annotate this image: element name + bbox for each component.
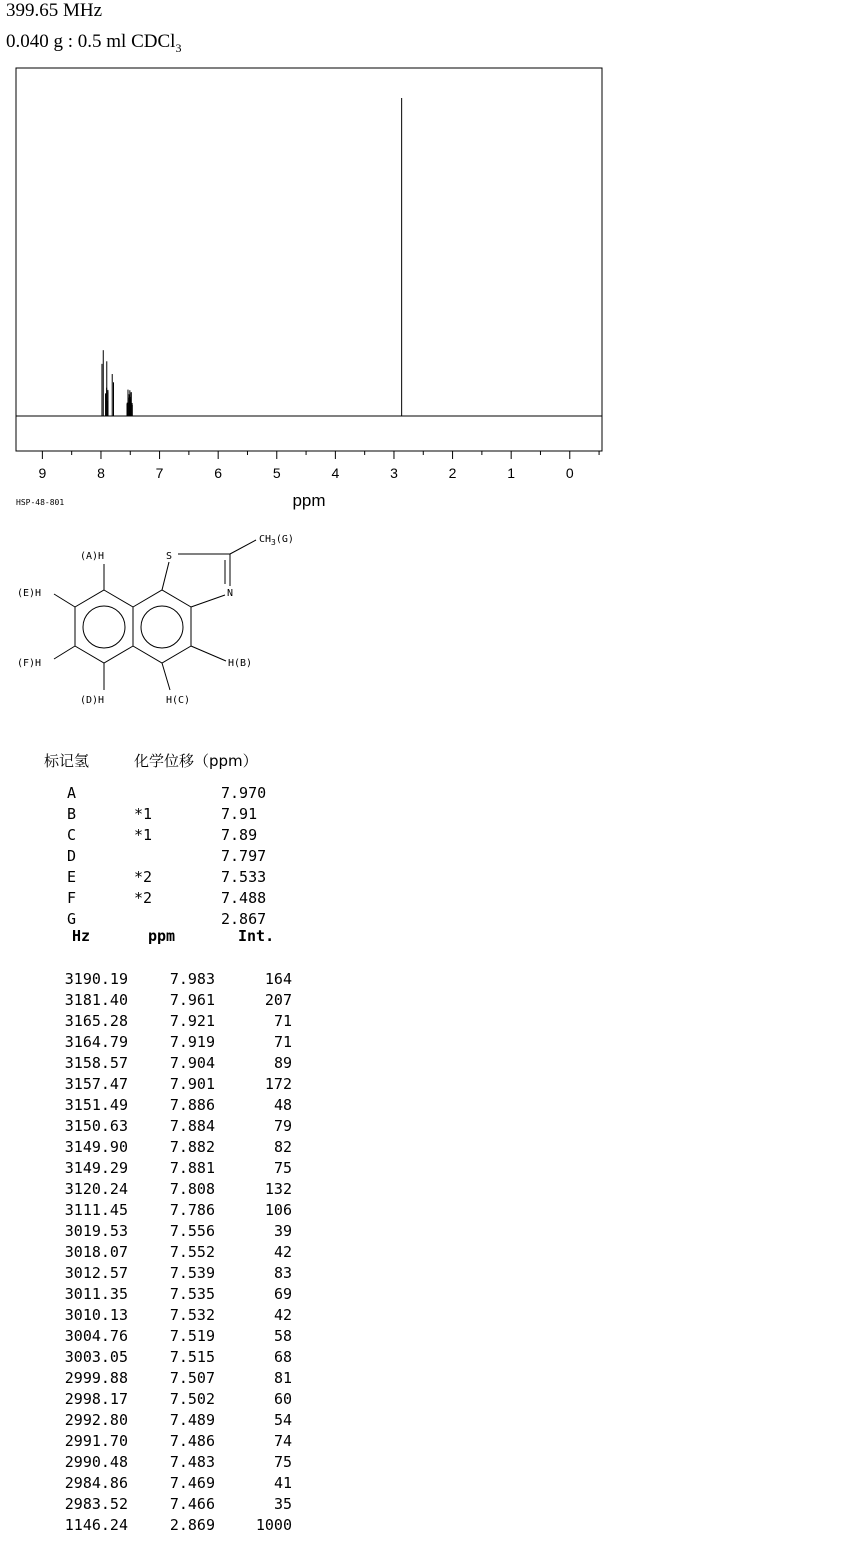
- peak-hz: 3120.24: [64, 1180, 128, 1198]
- peak-row: [0, 1263, 300, 1284]
- ring-left: [75, 590, 133, 663]
- peak-hz: 3010.13: [64, 1306, 128, 1324]
- x-tick-label: 9: [38, 465, 47, 481]
- peak-int: 207: [264, 991, 292, 1009]
- peak-int: 58: [273, 1327, 292, 1345]
- peak-hz: 2983.52: [64, 1495, 128, 1513]
- peak-int: 39: [273, 1222, 292, 1240]
- sample-text: 0.040 g : 0.5 ml CDCl: [6, 31, 176, 52]
- peak-row: [0, 990, 300, 1011]
- label-s: S: [166, 551, 173, 562]
- peak-row: [0, 1179, 300, 1200]
- peak-ppm: 7.483: [169, 1453, 215, 1471]
- peak-int: 75: [273, 1453, 292, 1471]
- peak-hz: 3151.49: [64, 1096, 128, 1114]
- assignment-header-shift: 化学位移（ppm）: [134, 752, 258, 770]
- peak-row: [0, 1305, 300, 1326]
- assignment-label: E: [67, 868, 77, 886]
- x-tick-label: 7: [155, 465, 164, 481]
- assignment-label: D: [67, 847, 77, 865]
- peak-ppm: 7.469: [169, 1474, 215, 1492]
- assignment-note: *1: [134, 826, 153, 844]
- peak-hz: 2990.48: [64, 1453, 128, 1471]
- assignment-label: A: [67, 784, 77, 802]
- peak-ppm: 7.515: [169, 1348, 215, 1366]
- peak-int: 81: [273, 1369, 292, 1387]
- assignment-table: [0, 783, 300, 933]
- peak-row: [0, 969, 300, 990]
- peak-ppm: 2.869: [169, 1516, 215, 1534]
- label-f: (F)H: [17, 658, 42, 669]
- assignment-note: *1: [134, 805, 153, 823]
- assignment-note: *2: [134, 889, 153, 907]
- assignment-label: B: [67, 805, 77, 823]
- peak-int: 1000: [255, 1516, 292, 1534]
- peak-ppm: 7.532: [169, 1306, 215, 1324]
- peak-ppm: 7.486: [169, 1432, 215, 1450]
- peak-hz: 3164.79: [64, 1033, 128, 1051]
- spectrum-code: HSP-48-801: [16, 498, 65, 507]
- peak-header-ppm: ppm: [148, 927, 176, 945]
- peak-ppm: 7.983: [169, 970, 215, 988]
- peak-ppm: 7.884: [169, 1117, 215, 1135]
- peak-ppm: 7.882: [169, 1138, 215, 1156]
- assignment-row: [0, 825, 300, 846]
- peak-row: [0, 1389, 300, 1410]
- nmr-spectrum-chart: [0, 0, 850, 720]
- peak-hz: 3111.45: [64, 1201, 128, 1219]
- peak-row: [0, 1326, 300, 1347]
- x-tick-label: 5: [272, 465, 281, 481]
- peak-table: [0, 969, 300, 1539]
- assignment-row: [0, 846, 300, 867]
- peak-ppm: 7.539: [169, 1264, 215, 1282]
- label-e: (E)H: [17, 588, 42, 599]
- x-tick-label: 2: [448, 465, 457, 481]
- peak-hz: 3158.57: [64, 1054, 128, 1072]
- peak-ppm: 7.502: [169, 1390, 215, 1408]
- peak-row: [0, 1158, 300, 1179]
- label-a: (A)H: [80, 551, 105, 562]
- peak-ppm: 7.535: [169, 1285, 215, 1303]
- assignment-shift: 7.488: [221, 889, 267, 907]
- peak-hz: 3012.57: [64, 1264, 128, 1282]
- peak-ppm: 7.556: [169, 1222, 215, 1240]
- peak-ppm: 7.881: [169, 1159, 215, 1177]
- assignment-shift: 7.533: [221, 868, 267, 886]
- peak-row: [0, 1074, 300, 1095]
- label-ch3-main: CH: [259, 534, 272, 545]
- peak-ppm: 7.904: [169, 1054, 215, 1072]
- x-tick-label: 3: [390, 465, 398, 481]
- peak-row: [0, 1116, 300, 1137]
- peak-int: 41: [273, 1474, 292, 1492]
- peak-row: [0, 1431, 300, 1452]
- molecule-structure: [54, 540, 256, 690]
- peak-row: [0, 1200, 300, 1221]
- peak-hz: 3165.28: [64, 1012, 128, 1030]
- x-tick-label: 4: [331, 465, 340, 481]
- x-tick-labels: [38, 465, 573, 481]
- peak-ppm: 7.901: [169, 1075, 215, 1093]
- peak-int: 106: [264, 1201, 292, 1219]
- x-tick-label: 1: [507, 465, 516, 481]
- peak-int: 71: [273, 1033, 292, 1051]
- peak-table-header: [0, 926, 300, 947]
- peak-hz: 3004.76: [64, 1327, 128, 1345]
- peak-hz: 1146.24: [64, 1516, 128, 1534]
- peak-hz: 2999.88: [64, 1369, 128, 1387]
- label-ch3-tail: (G): [275, 534, 294, 545]
- peak-hz: 2998.17: [64, 1390, 128, 1408]
- peak-int: 164: [264, 970, 292, 988]
- assignment-shift: 7.970: [221, 784, 267, 802]
- peak-int: 74: [273, 1432, 292, 1450]
- sample-subscript: 3: [175, 40, 182, 55]
- peak-hz: 2984.86: [64, 1474, 128, 1492]
- peak-hz: 2992.80: [64, 1411, 128, 1429]
- peak-ppm: 7.552: [169, 1243, 215, 1261]
- peak-row: [0, 1452, 300, 1473]
- peak-hz: 3011.35: [64, 1285, 128, 1303]
- peak-ppm: 7.808: [169, 1180, 215, 1198]
- assignment-header-label: 标记氢: [44, 752, 90, 770]
- peak-header-int: Int.: [238, 927, 275, 945]
- x-axis-label: ppm: [292, 491, 326, 510]
- peak-int: 48: [273, 1096, 292, 1114]
- peak-row: [0, 1368, 300, 1389]
- assignment-label: F: [67, 889, 77, 907]
- spectrum-peaks: [102, 98, 402, 416]
- frequency-label: 399.65 MHz: [6, 0, 103, 21]
- peak-hz: 3149.29: [64, 1159, 128, 1177]
- assignment-row: [0, 804, 300, 825]
- peak-ppm: 7.886: [169, 1096, 215, 1114]
- peak-row: [0, 1515, 300, 1536]
- peak-int: 35: [273, 1495, 292, 1513]
- peak-ppm: 7.919: [169, 1033, 215, 1051]
- label-c: H(C): [166, 695, 191, 706]
- peak-int: 79: [273, 1117, 292, 1135]
- peak-int: 75: [273, 1159, 292, 1177]
- peak-ppm: 7.466: [169, 1495, 215, 1513]
- assignment-shift: 7.89: [221, 826, 258, 844]
- peak-row: [0, 1284, 300, 1305]
- peak-row: [0, 1011, 300, 1032]
- peak-hz: 3003.05: [64, 1348, 128, 1366]
- peak-row: [0, 1494, 300, 1515]
- peak-int: 89: [273, 1054, 292, 1072]
- assignment-shift: 7.797: [221, 847, 267, 865]
- peak-int: 42: [273, 1306, 292, 1324]
- x-tick-label: 6: [214, 465, 223, 481]
- peak-ppm: 7.519: [169, 1327, 215, 1345]
- label-ch3: [259, 534, 294, 547]
- label-b: H(B): [228, 658, 253, 669]
- peak-int: 132: [264, 1180, 292, 1198]
- peak-row: [0, 1221, 300, 1242]
- ring-left-aromatic: [83, 606, 125, 648]
- peak-header-hz: Hz: [72, 927, 91, 945]
- assignment-row: [0, 888, 300, 909]
- peak-row: [0, 1473, 300, 1494]
- peak-int: 83: [273, 1264, 292, 1282]
- label-ch3-sub: 3: [271, 538, 276, 547]
- x-tick-label: 0: [565, 465, 574, 481]
- peak-row: [0, 1137, 300, 1158]
- peak-int: 60: [273, 1390, 292, 1408]
- peak-hz: 3018.07: [64, 1243, 128, 1261]
- peak-row: [0, 1410, 300, 1431]
- plot-frame: [16, 68, 602, 451]
- peak-int: 42: [273, 1243, 292, 1261]
- peak-row: [0, 1095, 300, 1116]
- peak-ppm: 7.507: [169, 1369, 215, 1387]
- peak-int: 71: [273, 1012, 292, 1030]
- peak-hz: 3157.47: [64, 1075, 128, 1093]
- peak-ppm: 7.489: [169, 1411, 215, 1429]
- assignment-label: G: [67, 910, 77, 928]
- x-tick-label: 8: [97, 465, 105, 481]
- peak-int: 82: [273, 1138, 292, 1156]
- assignment-row: [0, 783, 300, 804]
- peak-ppm: 7.961: [169, 991, 215, 1009]
- assignment-row: [0, 867, 300, 888]
- assignment-shift: 2.867: [221, 910, 267, 928]
- ring-middle: [133, 590, 191, 663]
- peak-int: 54: [273, 1411, 292, 1429]
- peak-ppm: 7.786: [169, 1201, 215, 1219]
- peak-ppm: 7.921: [169, 1012, 215, 1030]
- ring-middle-aromatic: [141, 606, 183, 648]
- assignment-shift: 7.91: [221, 805, 258, 823]
- assignment-label: C: [67, 826, 77, 844]
- peak-row: [0, 1242, 300, 1263]
- peak-hz: 3190.19: [64, 970, 128, 988]
- label-n: N: [227, 588, 234, 599]
- peak-hz: 3019.53: [64, 1222, 128, 1240]
- peak-hz: 3149.90: [64, 1138, 128, 1156]
- peak-int: 68: [273, 1348, 292, 1366]
- peak-int: 172: [264, 1075, 292, 1093]
- label-d: (D)H: [80, 695, 105, 706]
- peak-row: [0, 1032, 300, 1053]
- peak-hz: 3150.63: [64, 1117, 128, 1135]
- assignment-note: *2: [134, 868, 153, 886]
- peak-row: [0, 1053, 300, 1074]
- peak-hz: 3181.40: [64, 991, 128, 1009]
- peak-hz: 2991.70: [64, 1432, 128, 1450]
- peak-row: [0, 1347, 300, 1368]
- peak-int: 69: [273, 1285, 292, 1303]
